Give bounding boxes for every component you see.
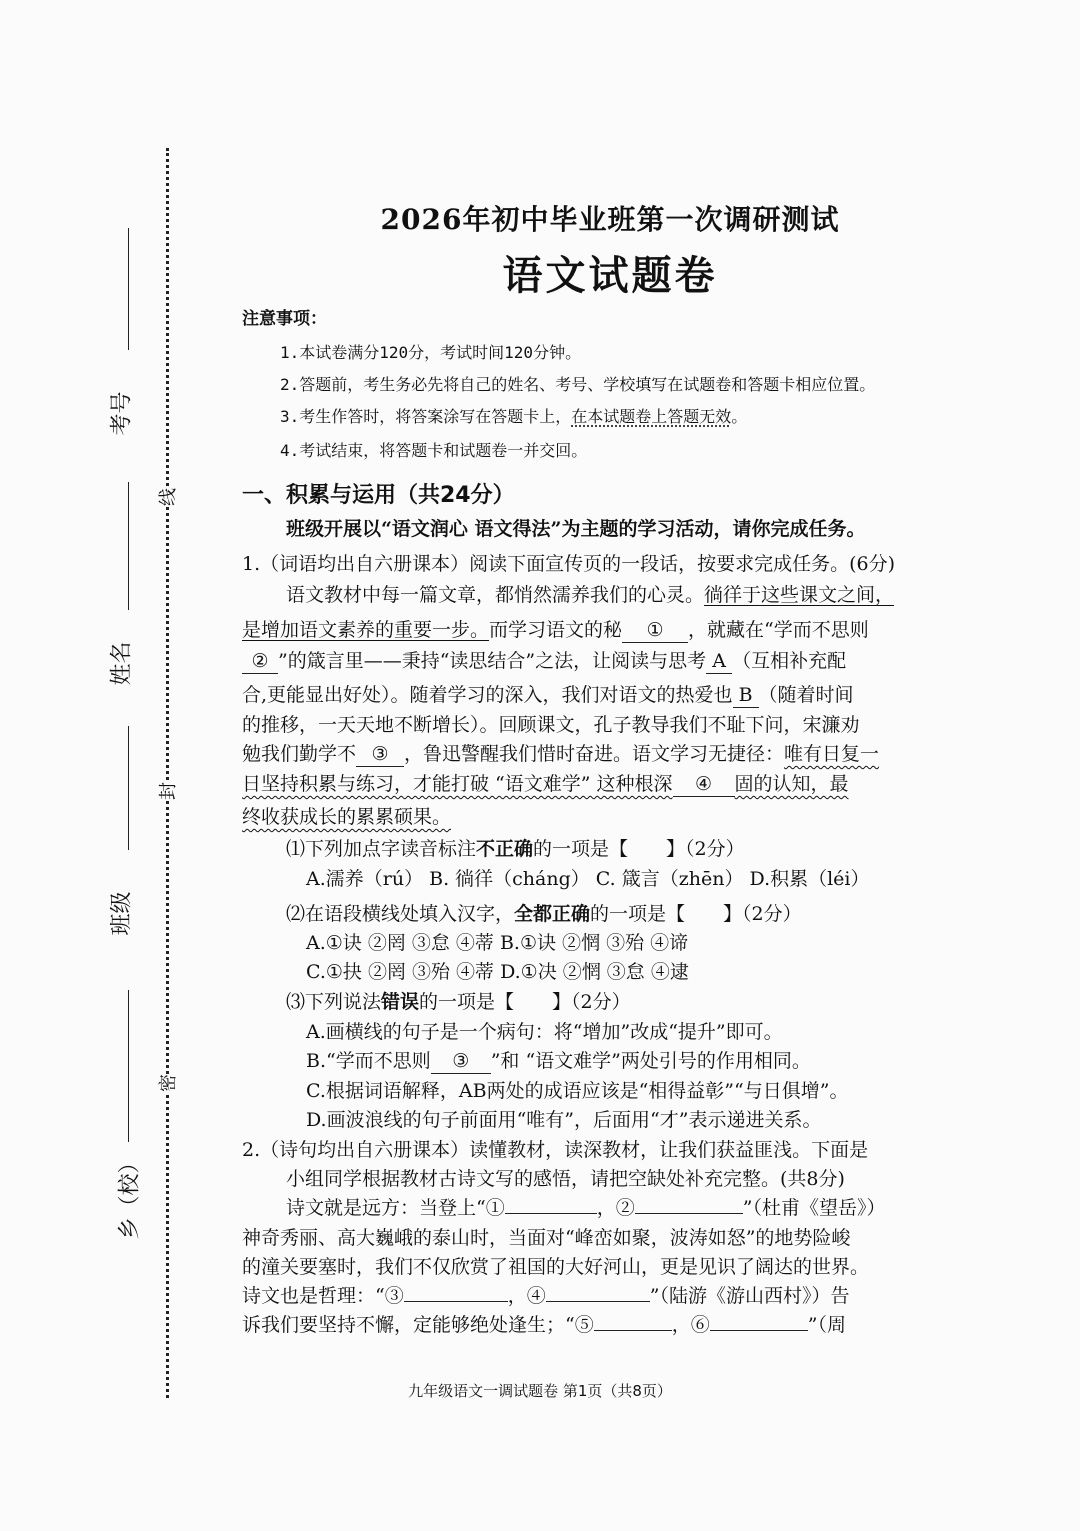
paper-title: 语文试题卷 xyxy=(502,252,718,299)
class-line xyxy=(128,726,129,850)
page-footer: 九年级语文一调试题卷 第1页（共8页） xyxy=(408,1382,672,1400)
q2-line-2: 神奇秀丽、高大巍峨的泰山时，当面对“峰峦如聚，波涛如怒”的地势险峻 xyxy=(242,1227,851,1249)
binding-dotted-line xyxy=(166,148,169,1398)
sub3-option-c: C.根据词语解释，AB两处的成语应该是“相得益彰”“与日俱增”。 xyxy=(306,1080,849,1102)
seal-char-seal: 封 xyxy=(152,782,182,800)
exam-number-line xyxy=(128,228,129,350)
blank-b[interactable]: B xyxy=(733,684,759,708)
q2-line-4: 诗文也是哲理：“③ ，④ ”（陆游《游山西村》）告 xyxy=(242,1285,850,1307)
poem-blank-2[interactable] xyxy=(635,1213,743,1214)
q2-line-1: 诗文就是远方：当登上“① ，② ”（杜甫《望岳》） xyxy=(286,1197,886,1219)
q2-stem-2: 小组同学根据教材古诗文写的感悟，请把空缺处补充完整。(共8分) xyxy=(286,1168,845,1190)
blank-2[interactable]: ② xyxy=(242,650,278,674)
seal-char-secret: 密 xyxy=(152,1074,182,1092)
q1-stem: 1.（词语均出自六册课本）阅读下面宣传页的一段话，按要求完成任务。(6分) xyxy=(242,553,896,575)
notice-item-2: 2.答题前，考生务必先将自己的姓名、考号、学校填写在试题卷和答题卡相应位置。 xyxy=(280,375,876,394)
poem-blank-5[interactable] xyxy=(594,1330,672,1331)
poem-blank-3[interactable] xyxy=(404,1301,508,1302)
exam-number-label: 考号 xyxy=(109,391,135,436)
q1-line-4: 合,更能显出好处）。随着学习的深入，我们对语文的热爱也 B （随着时间 xyxy=(242,684,854,706)
sub1-stem: ⑴下列加点字读音标注不正确的一项是【 】（2分） xyxy=(286,838,745,860)
notice-emphasis: 在本试题卷上答题无效 xyxy=(571,407,732,426)
sub2-options-2: C.①抉 ②罔 ③殆 ④蒂 D.①决 ②惘 ③怠 ④逮 xyxy=(306,961,689,983)
q1-line-5: 的推移，一天天地不断增长）。回顾课文，孔子教导我们不耻下问，宋濂劝 xyxy=(242,714,860,736)
name-label: 姓名 xyxy=(109,641,135,686)
school-line xyxy=(128,990,129,1142)
notice-item-4: 4.考试结束，将答题卡和试题卷一并交回。 xyxy=(280,441,588,460)
class-label: 班级 xyxy=(109,891,135,936)
q1-line-7: 日坚持积累与练习，才能打破 “语文难学” 这种根深 ④ 固的认知，最 xyxy=(242,773,849,795)
notice-item-1: 1.本试卷满分120分，考试时间120分钟。 xyxy=(280,343,582,362)
section-heading: 一、积累与运用（共24分） xyxy=(242,483,515,508)
blank-a[interactable]: A xyxy=(706,650,732,674)
q1-line-1: 语文教材中每一篇文章，都悄然濡养我们的心灵。徜徉于这些课文之间， xyxy=(286,584,895,606)
sub3-option-a: A.画横线的句子是一个病句：将“增加”改成“提升”即可。 xyxy=(306,1021,783,1043)
poem-blank-4[interactable] xyxy=(546,1301,650,1302)
blank-3[interactable]: ③ xyxy=(356,743,404,767)
q2-line-3: 的潼关要塞时，我们不仅欣赏了祖国的大好河山，更是见识了阔达的世界。 xyxy=(242,1256,870,1278)
sub3-option-d: D.画波浪线的句子前面用“唯有”，后面用“才”表示递进关系。 xyxy=(306,1109,822,1131)
q2-line-5: 诉我们要坚持不懈，定能够绝处逢生；“⑤ ，⑥ ”（周 xyxy=(242,1314,846,1336)
section-lead: 班级开展以“语文润心 语文得法”为主题的学习活动，请你完成任务。 xyxy=(286,518,866,540)
seal-char-line: 线 xyxy=(152,488,182,506)
sub2-stem: ⑵在语段横线处填入汉字，全都正确的一项是【 】（2分） xyxy=(286,903,802,925)
blank-1[interactable]: ① xyxy=(622,619,688,643)
q1-line-6: 勉我们勤学不 ③ ，鲁迅警醒我们惜时奋进。语文学习无捷径：唯有日复一 xyxy=(242,743,880,765)
exam-title: 2026年初中毕业班第一次调研测试 xyxy=(380,203,840,236)
sub2-options-1: A.①诀 ②罔 ③怠 ④蒂 B.①诀 ②惘 ③殆 ④谛 xyxy=(306,932,689,954)
sub3-stem: ⑶下列说法错误的一项是【 】（2分） xyxy=(286,991,631,1013)
q1-line-2: 是增加语文素养的重要一步。而学习语文的秘 ① ，就藏在“学而不思则 xyxy=(242,619,869,641)
sub3-option-b: B.“学而不思则 ③ ”和 “语文难学”两处引号的作用相同。 xyxy=(306,1050,811,1072)
q1-line-8: 终收获成长的累累硕果。 xyxy=(242,806,452,828)
notice-heading: 注意事项： xyxy=(242,309,327,329)
sub1-options: A.濡养（rú） B. 徜徉（cháng） C. 箴言（zhēn） D.积累（léi） xyxy=(306,868,870,890)
q2-stem-1: 2.（诗句均出自六册课本）读懂教材，读深教材，让我们获益匪浅。下面是 xyxy=(242,1139,869,1161)
blank-4[interactable]: ④ xyxy=(673,773,735,797)
name-line xyxy=(128,482,129,610)
poem-blank-1[interactable] xyxy=(505,1213,597,1214)
school-label: 乡（校） xyxy=(117,1151,143,1240)
poem-blank-6[interactable] xyxy=(710,1330,808,1331)
q1-line-3: ② ”的箴言里——秉持“读思结合”之法，让阅读与思考 A （互相补充配 xyxy=(242,650,846,674)
notice-item-3: 3.考生作答时，将答案涂写在答题卡上，在本试题卷上答题无效。 xyxy=(280,407,748,426)
